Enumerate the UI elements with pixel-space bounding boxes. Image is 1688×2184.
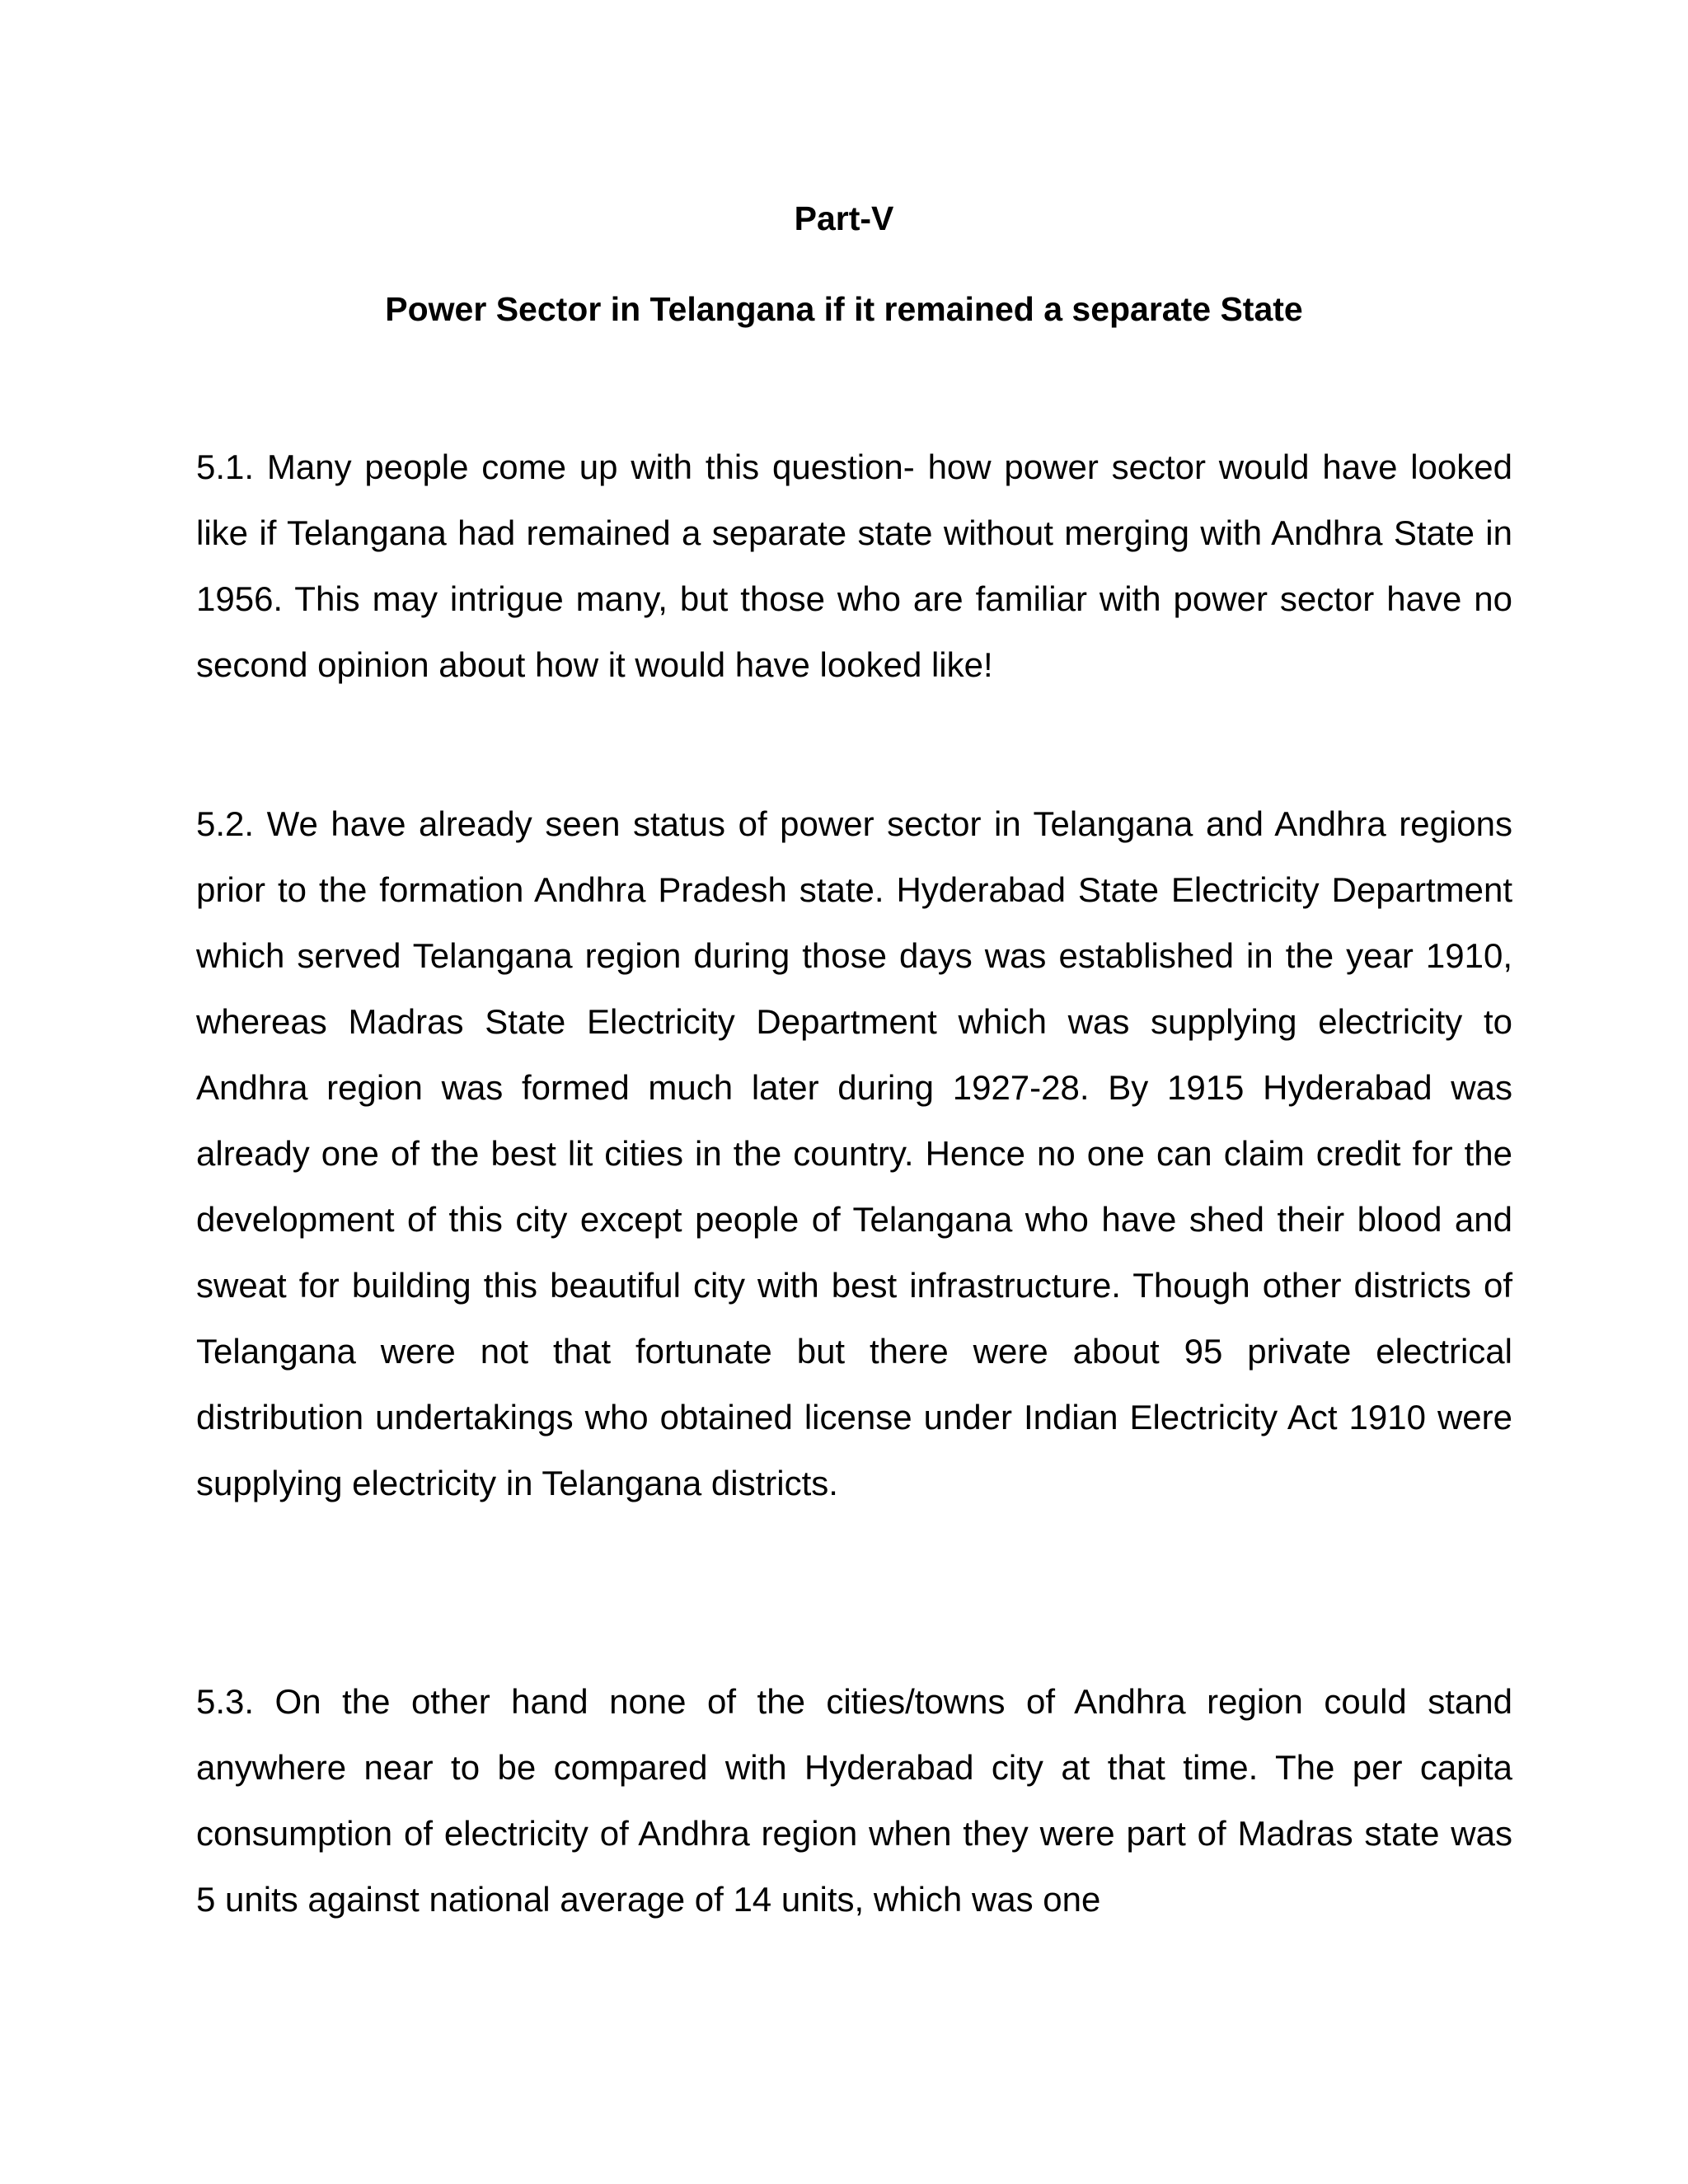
paragraph-5-1: 5.1. Many people come up with this question- how power sector would have looked like if Telangana had remained a separate state without merging with Andhra State in 1956. This may intrigue many, but those who are familiar with power sector have no second opinion about how it would have looked like! (196, 448, 1512, 684)
paragraph-5-3: 5.3. On the other hand none of the cities/towns of Andhra region could stand anywhere near to be compared with Hyderabad city at that time. The per capita consumption of electricity of Andhra region when they were part of Madras state was 5 units against national average of 14 units, which was one (196, 1682, 1512, 1919)
section-title: Power Sector in Telangana if it remained a separate State (385, 290, 1303, 328)
part-title: Part-V (794, 199, 894, 237)
paragraph-5-2: 5.2. We have already seen status of power sector in Telangana and Andhra regions prior to the formation Andhra Pradesh state. Hyderabad State Electricity Department which served Telangana region during those days was established in the year 1910, whereas Madras State Electricity Department which was supplying electricity to Andhra region was formed much later during 1927-28. By 1915 Hyderabad was already one of the best lit cities in the country. Hence no one can claim credit for the development of this city except people of Telangana who have shed their blood and sweat for building this beautiful city with best infrastructure. Though other districts of Telangana were not that fortunate but there were about 95 private electrical distribution undertakings who obtained license under Indian Electricity Act 1910 were supplying electricity in Telangana districts. (196, 804, 1512, 1502)
